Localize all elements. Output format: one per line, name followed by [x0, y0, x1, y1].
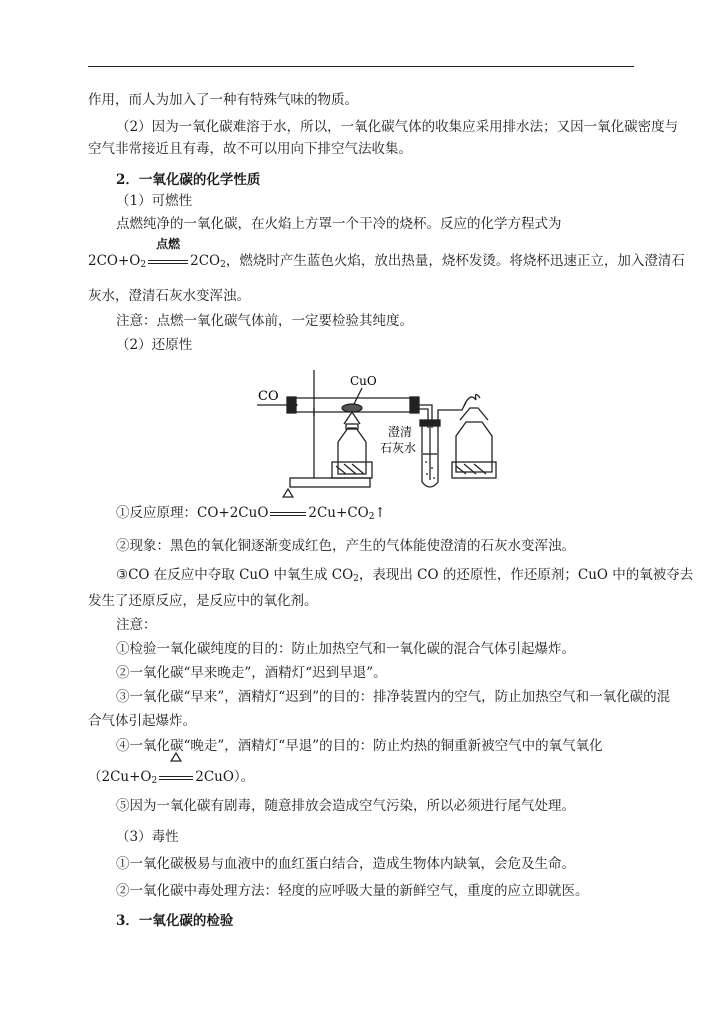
- text-part: ，表现出 CO 的还原性，作还原剂；CuO 中的氧被夺去: [358, 567, 694, 583]
- eq-left: （2Cu+O: [88, 769, 152, 785]
- reaction-condition: [146, 237, 190, 270]
- left-stopper: [287, 397, 296, 413]
- eq-subscript: 2: [220, 260, 226, 270]
- exhaust-tube: [438, 402, 466, 428]
- limewater-label-2: 石灰水: [380, 441, 417, 455]
- eq-right: 2Cu+CO: [308, 505, 369, 521]
- subsection-heading: （2）还原性: [116, 337, 193, 353]
- eq-tail: ，燃烧时产生蓝色火焰，放出热量，烧杯发烫。将烧杯迅速正立，加入澄清石: [225, 253, 685, 269]
- eq-subscript: 2: [140, 260, 147, 270]
- co-label: CO: [258, 389, 279, 404]
- reaction-condition: [157, 768, 195, 786]
- cuo-powder: [342, 404, 362, 412]
- lamp-neck: [460, 408, 488, 420]
- subsection-heading: （1）可燃性: [116, 193, 193, 209]
- heat-triangle-icon: [170, 752, 182, 762]
- heat-triangle-icon: [282, 488, 294, 498]
- header-rule: [88, 66, 634, 67]
- note-line: 注意：点燃一氧化碳气体前，一定要检验其纯度。: [116, 313, 413, 329]
- note-item: ④一氧化碳“晚走”，酒精灯“早退”的目的：防止灼热的铜重新被空气中的氧气氧化: [116, 738, 603, 754]
- eq-right: 2CuO）。: [195, 769, 255, 785]
- equals-bars: [159, 776, 193, 780]
- equation-line: [116, 504, 386, 526]
- equals-bars: [148, 260, 188, 264]
- paragraph-line: ②现象：黑色的氧化铜逐渐变成红色，产生的气体能使澄清的石灰水变浑浊。: [116, 538, 575, 554]
- note-line: 注意：: [116, 617, 157, 633]
- note-item: ①检验一氧化碳纯度的目的：防止加热空气和一氧化碳的混合气体引起爆炸。: [116, 641, 575, 657]
- eq-subscript: 2: [353, 574, 359, 584]
- equals-bars: [270, 512, 306, 516]
- note-item: ⑤因为一氧化碳有剧毒，随意排放会造成空气污染，所以必须进行尾气处理。: [116, 798, 575, 814]
- paragraph-line: 灰水，澄清石灰水变浑浊。: [88, 288, 250, 304]
- stand-base: [290, 478, 370, 487]
- paragraph-line: 点燃纯净的一氧化碳，在火焰上方罩一个干冷的烧杯。反应的化学方程式为: [116, 216, 562, 232]
- tube-stopper: [420, 420, 440, 426]
- equation-line: [88, 768, 254, 790]
- note-item: ③一氧化碳“早来”，酒精灯“迟到”的目的：排净装置内的空气，防止加热空气和一氧化碳的混: [116, 689, 671, 705]
- note-item: 合气体引起爆炸。: [88, 713, 196, 729]
- section-heading: 2．一氧化碳的化学性质: [116, 172, 261, 188]
- text-part: ③CO 在反应中夺取 CuO 中氧生成 CO: [116, 567, 354, 583]
- paragraph-line: 作用，而人为加入了一种有特殊气味的物质。: [88, 92, 358, 108]
- paragraph-line: （2）因为一氧化碳难溶于水，所以，一氧化碳气体的收集应采用排水法；又因一氧化碳密度与: [116, 119, 679, 135]
- paragraph-line: [116, 566, 693, 588]
- cuo-label: CuO: [350, 374, 377, 388]
- note-item: ②一氧化碳“早来晚走”，酒精灯“迟到早退”。: [116, 665, 387, 681]
- condition-text: 点燃: [156, 237, 181, 251]
- paragraph-line: ①一氧化碳极易与血液中的血红蛋白结合，造成生物体内缺氧，会危及生命。: [116, 856, 575, 872]
- eq-subscript: 2: [368, 512, 375, 522]
- co-reduction-apparatus-figure: [252, 362, 502, 500]
- flame-icon: [344, 412, 360, 424]
- limewater-label-1: 澄清: [388, 425, 413, 439]
- eq-subscript: 2: [151, 776, 158, 786]
- block-hatch: [336, 464, 364, 474]
- tail-flame-icon: [464, 394, 480, 406]
- section-heading: 3．一氧化碳的检验: [116, 913, 234, 929]
- equation-line: [88, 237, 685, 274]
- right-stopper: [410, 397, 419, 413]
- reaction-condition: [268, 504, 308, 522]
- paragraph-line: 发生了还原反应，是反应中的氧化剂。: [88, 593, 318, 609]
- paragraph-line: 空气非常接近且有毒，故不可以用向下排空气法收集。: [88, 141, 412, 157]
- gas-arrow: ↑: [374, 505, 386, 521]
- eq-right: 2CO: [190, 253, 221, 269]
- label-leader: [354, 388, 362, 404]
- paragraph-line: ②一氧化碳中毒处理方法：轻度的应呼吸大量的新鲜空气，重度的应立即就医。: [116, 883, 589, 899]
- reaction-principle: ①反应原理：CO+2CuO: [116, 505, 269, 521]
- alcohol-lamp: [338, 428, 366, 474]
- eq-left: 2CO+O: [88, 253, 141, 269]
- subsection-heading: （3）毒性: [116, 829, 179, 845]
